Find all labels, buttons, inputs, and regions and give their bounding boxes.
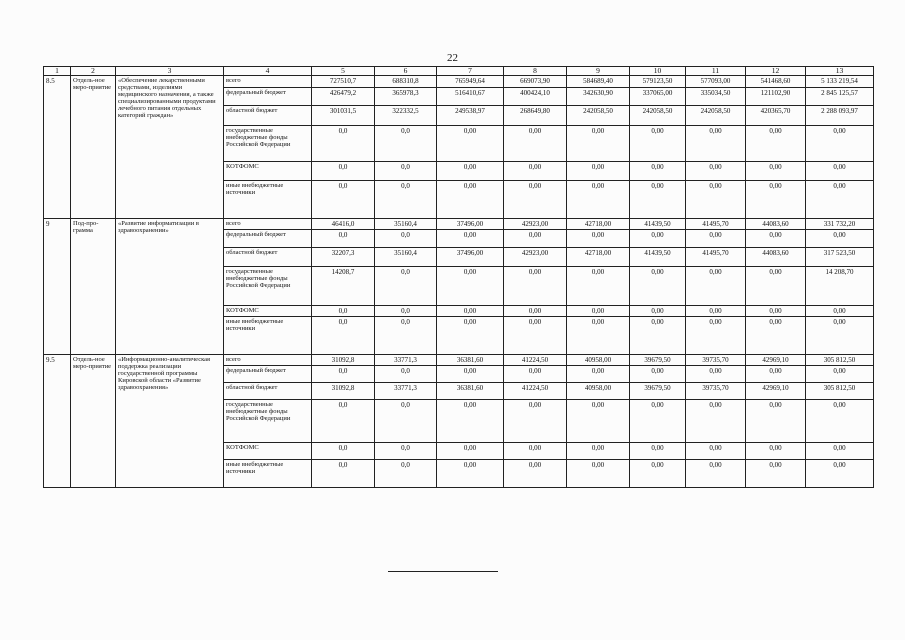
value-cell: 0,00 xyxy=(746,181,806,219)
value-cell: 40958,00 xyxy=(567,355,630,366)
value-cell: 31092,8 xyxy=(312,383,375,400)
value-cell: 0,00 xyxy=(746,267,806,306)
funding-source: всего xyxy=(224,219,312,230)
value-cell: 0,00 xyxy=(746,306,806,317)
value-cell: 0,00 xyxy=(630,460,686,488)
funding-source: иные внебюджетные источники xyxy=(224,460,312,488)
value-cell: 41224,50 xyxy=(504,355,567,366)
value-cell: 0,0 xyxy=(375,460,437,488)
value-cell: 0,0 xyxy=(312,317,375,355)
funding-source: иные внебюджетные источники xyxy=(224,317,312,355)
value-cell: 541468,60 xyxy=(746,76,806,88)
value-cell: 0,00 xyxy=(437,230,504,248)
value-cell: 0,00 xyxy=(567,366,630,383)
column-header-4: 4 xyxy=(224,67,312,76)
value-cell: 0,0 xyxy=(375,317,437,355)
value-cell: 0,0 xyxy=(312,443,375,460)
funding-source: всего xyxy=(224,355,312,366)
value-cell: 0,0 xyxy=(375,230,437,248)
value-cell: 0,00 xyxy=(806,400,874,443)
value-cell: 0,00 xyxy=(806,306,874,317)
funding-source: государственные внебюджетные фонды Российской Федерации xyxy=(224,267,312,306)
value-cell: 0,00 xyxy=(504,306,567,317)
value-cell: 0,00 xyxy=(504,400,567,443)
value-cell: 342630,90 xyxy=(567,88,630,106)
value-cell: 0,00 xyxy=(567,181,630,219)
item-type: Под-про-грамма xyxy=(71,219,116,355)
value-cell: 0,00 xyxy=(746,366,806,383)
value-cell: 0,00 xyxy=(806,181,874,219)
value-cell: 31092,8 xyxy=(312,355,375,366)
budget-table xyxy=(43,66,874,488)
value-cell: 40958,00 xyxy=(567,383,630,400)
value-cell: 0,00 xyxy=(437,267,504,306)
value-cell: 0,0 xyxy=(312,306,375,317)
column-header-6: 6 xyxy=(375,67,437,76)
column-header-10: 10 xyxy=(630,67,686,76)
value-cell: 2 288 093,97 xyxy=(806,106,874,126)
value-cell: 0,00 xyxy=(806,162,874,181)
column-header-7: 7 xyxy=(437,67,504,76)
item-index: 9.5 xyxy=(44,355,71,488)
value-cell: 42718,00 xyxy=(567,219,630,230)
value-cell: 420365,70 xyxy=(746,106,806,126)
value-cell: 41439,50 xyxy=(630,248,686,267)
value-cell: 0,0 xyxy=(312,460,375,488)
value-cell: 579123,50 xyxy=(630,76,686,88)
value-cell: 44083,60 xyxy=(746,219,806,230)
value-cell: 0,00 xyxy=(686,400,746,443)
value-cell: 0,00 xyxy=(437,400,504,443)
funding-source: областной бюджет xyxy=(224,383,312,400)
item-name: «Развитие информатизации в здравоохранении» xyxy=(116,219,224,355)
value-cell: 0,00 xyxy=(686,126,746,162)
value-cell: 0,00 xyxy=(567,162,630,181)
table-row xyxy=(44,355,874,366)
value-cell: 0,0 xyxy=(375,267,437,306)
value-cell: 32207,3 xyxy=(312,248,375,267)
value-cell: 0,00 xyxy=(630,317,686,355)
value-cell: 0,00 xyxy=(567,126,630,162)
value-cell: 39735,70 xyxy=(686,355,746,366)
value-cell: 0,00 xyxy=(504,267,567,306)
value-cell: 46416,0 xyxy=(312,219,375,230)
value-cell: 305 812,50 xyxy=(806,383,874,400)
value-cell: 268649,80 xyxy=(504,106,567,126)
value-cell: 669073,90 xyxy=(504,76,567,88)
value-cell: 0,00 xyxy=(686,443,746,460)
value-cell: 0,00 xyxy=(630,443,686,460)
header-row xyxy=(44,67,874,76)
value-cell: 765949,64 xyxy=(437,76,504,88)
value-cell: 577093,00 xyxy=(686,76,746,88)
value-cell: 0,00 xyxy=(437,306,504,317)
value-cell: 39679,50 xyxy=(630,383,686,400)
funding-source: областной бюджет xyxy=(224,248,312,267)
value-cell: 41224,50 xyxy=(504,383,567,400)
value-cell: 41495,70 xyxy=(686,219,746,230)
value-cell: 0,00 xyxy=(504,181,567,219)
value-cell: 0,0 xyxy=(312,230,375,248)
value-cell: 242058,50 xyxy=(567,106,630,126)
value-cell: 0,00 xyxy=(686,230,746,248)
column-header-3: 3 xyxy=(116,67,224,76)
value-cell: 0,00 xyxy=(630,267,686,306)
value-cell: 0,00 xyxy=(806,366,874,383)
funding-source: иные внебюджетные источники xyxy=(224,181,312,219)
value-cell: 0,00 xyxy=(686,460,746,488)
value-cell: 0,00 xyxy=(686,317,746,355)
value-cell: 0,00 xyxy=(567,443,630,460)
value-cell: 0,00 xyxy=(504,460,567,488)
page-number: 22 xyxy=(447,52,458,64)
value-cell: 36381,60 xyxy=(437,355,504,366)
value-cell: 0,0 xyxy=(312,366,375,383)
value-cell: 317 523,50 xyxy=(806,248,874,267)
value-cell: 42923,00 xyxy=(504,219,567,230)
column-header-9: 9 xyxy=(567,67,630,76)
value-cell: 0,00 xyxy=(746,126,806,162)
value-cell: 0,0 xyxy=(375,306,437,317)
value-cell: 0,00 xyxy=(567,400,630,443)
value-cell: 242058,50 xyxy=(630,106,686,126)
column-header-1: 1 xyxy=(44,67,71,76)
value-cell: 0,00 xyxy=(806,443,874,460)
value-cell: 584689,40 xyxy=(567,76,630,88)
value-cell: 301031,5 xyxy=(312,106,375,126)
item-index: 8.5 xyxy=(44,76,71,219)
value-cell: 0,00 xyxy=(630,162,686,181)
value-cell: 0,00 xyxy=(686,267,746,306)
value-cell: 0,0 xyxy=(375,443,437,460)
value-cell: 0,00 xyxy=(567,306,630,317)
value-cell: 0,00 xyxy=(806,317,874,355)
value-cell: 249538,97 xyxy=(437,106,504,126)
value-cell: 0,0 xyxy=(375,181,437,219)
value-cell: 0,00 xyxy=(630,366,686,383)
funding-source: областной бюджет xyxy=(224,106,312,126)
value-cell: 41495,70 xyxy=(686,248,746,267)
funding-source: федеральный бюджет xyxy=(224,230,312,248)
value-cell: 36381,60 xyxy=(437,383,504,400)
value-cell: 0,0 xyxy=(312,181,375,219)
value-cell: 0,0 xyxy=(312,400,375,443)
column-header-5: 5 xyxy=(312,67,375,76)
value-cell: 0,00 xyxy=(806,230,874,248)
funding-source: КОТФОМС xyxy=(224,162,312,181)
value-cell: 365978,3 xyxy=(375,88,437,106)
value-cell: 0,00 xyxy=(504,317,567,355)
value-cell: 0,00 xyxy=(437,443,504,460)
value-cell: 0,00 xyxy=(567,460,630,488)
column-header-8: 8 xyxy=(504,67,567,76)
value-cell: 0,00 xyxy=(746,230,806,248)
value-cell: 400424,10 xyxy=(504,88,567,106)
value-cell: 0,00 xyxy=(504,443,567,460)
value-cell: 0,00 xyxy=(630,400,686,443)
value-cell: 39679,50 xyxy=(630,355,686,366)
column-header-2: 2 xyxy=(71,67,116,76)
funding-source: КОТФОМС xyxy=(224,443,312,460)
value-cell: 0,00 xyxy=(437,460,504,488)
value-cell: 121102,90 xyxy=(746,88,806,106)
column-header-13: 13 xyxy=(806,67,874,76)
value-cell: 0,00 xyxy=(806,460,874,488)
table-row xyxy=(44,219,874,230)
value-cell: 0,00 xyxy=(746,460,806,488)
value-cell: 0,00 xyxy=(686,162,746,181)
item-name: «Обеспечение лекарственными средствами, изделиями медицинского назначения, а также специализированными продуктами лечебного питания отдельных категорий граждан» xyxy=(116,76,224,219)
value-cell: 42718,00 xyxy=(567,248,630,267)
value-cell: 0,00 xyxy=(567,317,630,355)
value-cell: 0,00 xyxy=(437,181,504,219)
value-cell: 0,00 xyxy=(630,230,686,248)
value-cell: 0,00 xyxy=(630,181,686,219)
value-cell: 42923,00 xyxy=(504,248,567,267)
value-cell: 0,0 xyxy=(312,162,375,181)
item-type: Отдель-ное меро-приятие xyxy=(71,355,116,488)
value-cell: 0,00 xyxy=(437,317,504,355)
column-header-12: 12 xyxy=(746,67,806,76)
value-cell: 322332,5 xyxy=(375,106,437,126)
funding-source: всего xyxy=(224,76,312,88)
value-cell: 0,00 xyxy=(504,126,567,162)
funding-source: федеральный бюджет xyxy=(224,366,312,383)
value-cell: 37496,00 xyxy=(437,248,504,267)
value-cell: 0,00 xyxy=(630,126,686,162)
value-cell: 242058,50 xyxy=(686,106,746,126)
value-cell: 305 812,50 xyxy=(806,355,874,366)
value-cell: 14 208,70 xyxy=(806,267,874,306)
funding-source: государственные внебюджетные фонды Российской Федерации xyxy=(224,126,312,162)
value-cell: 0,0 xyxy=(375,366,437,383)
value-cell: 0,00 xyxy=(504,366,567,383)
value-cell: 0,00 xyxy=(806,126,874,162)
funding-source: КОТФОМС xyxy=(224,306,312,317)
value-cell: 688310,8 xyxy=(375,76,437,88)
value-cell: 0,00 xyxy=(504,162,567,181)
value-cell: 0,00 xyxy=(504,230,567,248)
value-cell: 35160,4 xyxy=(375,248,437,267)
value-cell: 0,00 xyxy=(567,230,630,248)
value-cell: 0,00 xyxy=(746,162,806,181)
funding-source: государственные внебюджетные фонды Российской Федерации xyxy=(224,400,312,443)
value-cell: 0,00 xyxy=(686,366,746,383)
value-cell: 0,00 xyxy=(746,400,806,443)
item-type: Отдель-ное меро-приятие xyxy=(71,76,116,219)
item-name: «Информационно-аналитическая поддержка реализации государственной программы Кировской области «Развитие здравоохранения» xyxy=(116,355,224,488)
value-cell: 0,00 xyxy=(437,126,504,162)
value-cell: 5 133 219,54 xyxy=(806,76,874,88)
value-cell: 331 732,20 xyxy=(806,219,874,230)
value-cell: 0,0 xyxy=(375,162,437,181)
value-cell: 39735,70 xyxy=(686,383,746,400)
value-cell: 42969,10 xyxy=(746,355,806,366)
value-cell: 426479,2 xyxy=(312,88,375,106)
value-cell: 33771,3 xyxy=(375,383,437,400)
value-cell: 33771,3 xyxy=(375,355,437,366)
value-cell: 0,00 xyxy=(630,306,686,317)
value-cell: 0,00 xyxy=(437,366,504,383)
value-cell: 0,00 xyxy=(746,443,806,460)
value-cell: 37496,00 xyxy=(437,219,504,230)
value-cell: 41439,50 xyxy=(630,219,686,230)
funding-source: федеральный бюджет xyxy=(224,88,312,106)
value-cell: 0,0 xyxy=(375,400,437,443)
value-cell: 727510,7 xyxy=(312,76,375,88)
value-cell: 516410,67 xyxy=(437,88,504,106)
column-header-11: 11 xyxy=(686,67,746,76)
value-cell: 0,00 xyxy=(746,317,806,355)
value-cell: 0,00 xyxy=(686,181,746,219)
value-cell: 42969,10 xyxy=(746,383,806,400)
value-cell: 14208,7 xyxy=(312,267,375,306)
value-cell: 44083,60 xyxy=(746,248,806,267)
value-cell: 0,00 xyxy=(567,267,630,306)
value-cell: 0,00 xyxy=(686,306,746,317)
item-index: 9 xyxy=(44,219,71,355)
value-cell: 0,00 xyxy=(437,162,504,181)
value-cell: 337065,00 xyxy=(630,88,686,106)
value-cell: 335034,50 xyxy=(686,88,746,106)
value-cell: 2 845 125,57 xyxy=(806,88,874,106)
table-row xyxy=(44,76,874,88)
value-cell: 0,0 xyxy=(312,126,375,162)
footer-divider xyxy=(388,571,498,572)
value-cell: 35160,4 xyxy=(375,219,437,230)
value-cell: 0,0 xyxy=(375,126,437,162)
